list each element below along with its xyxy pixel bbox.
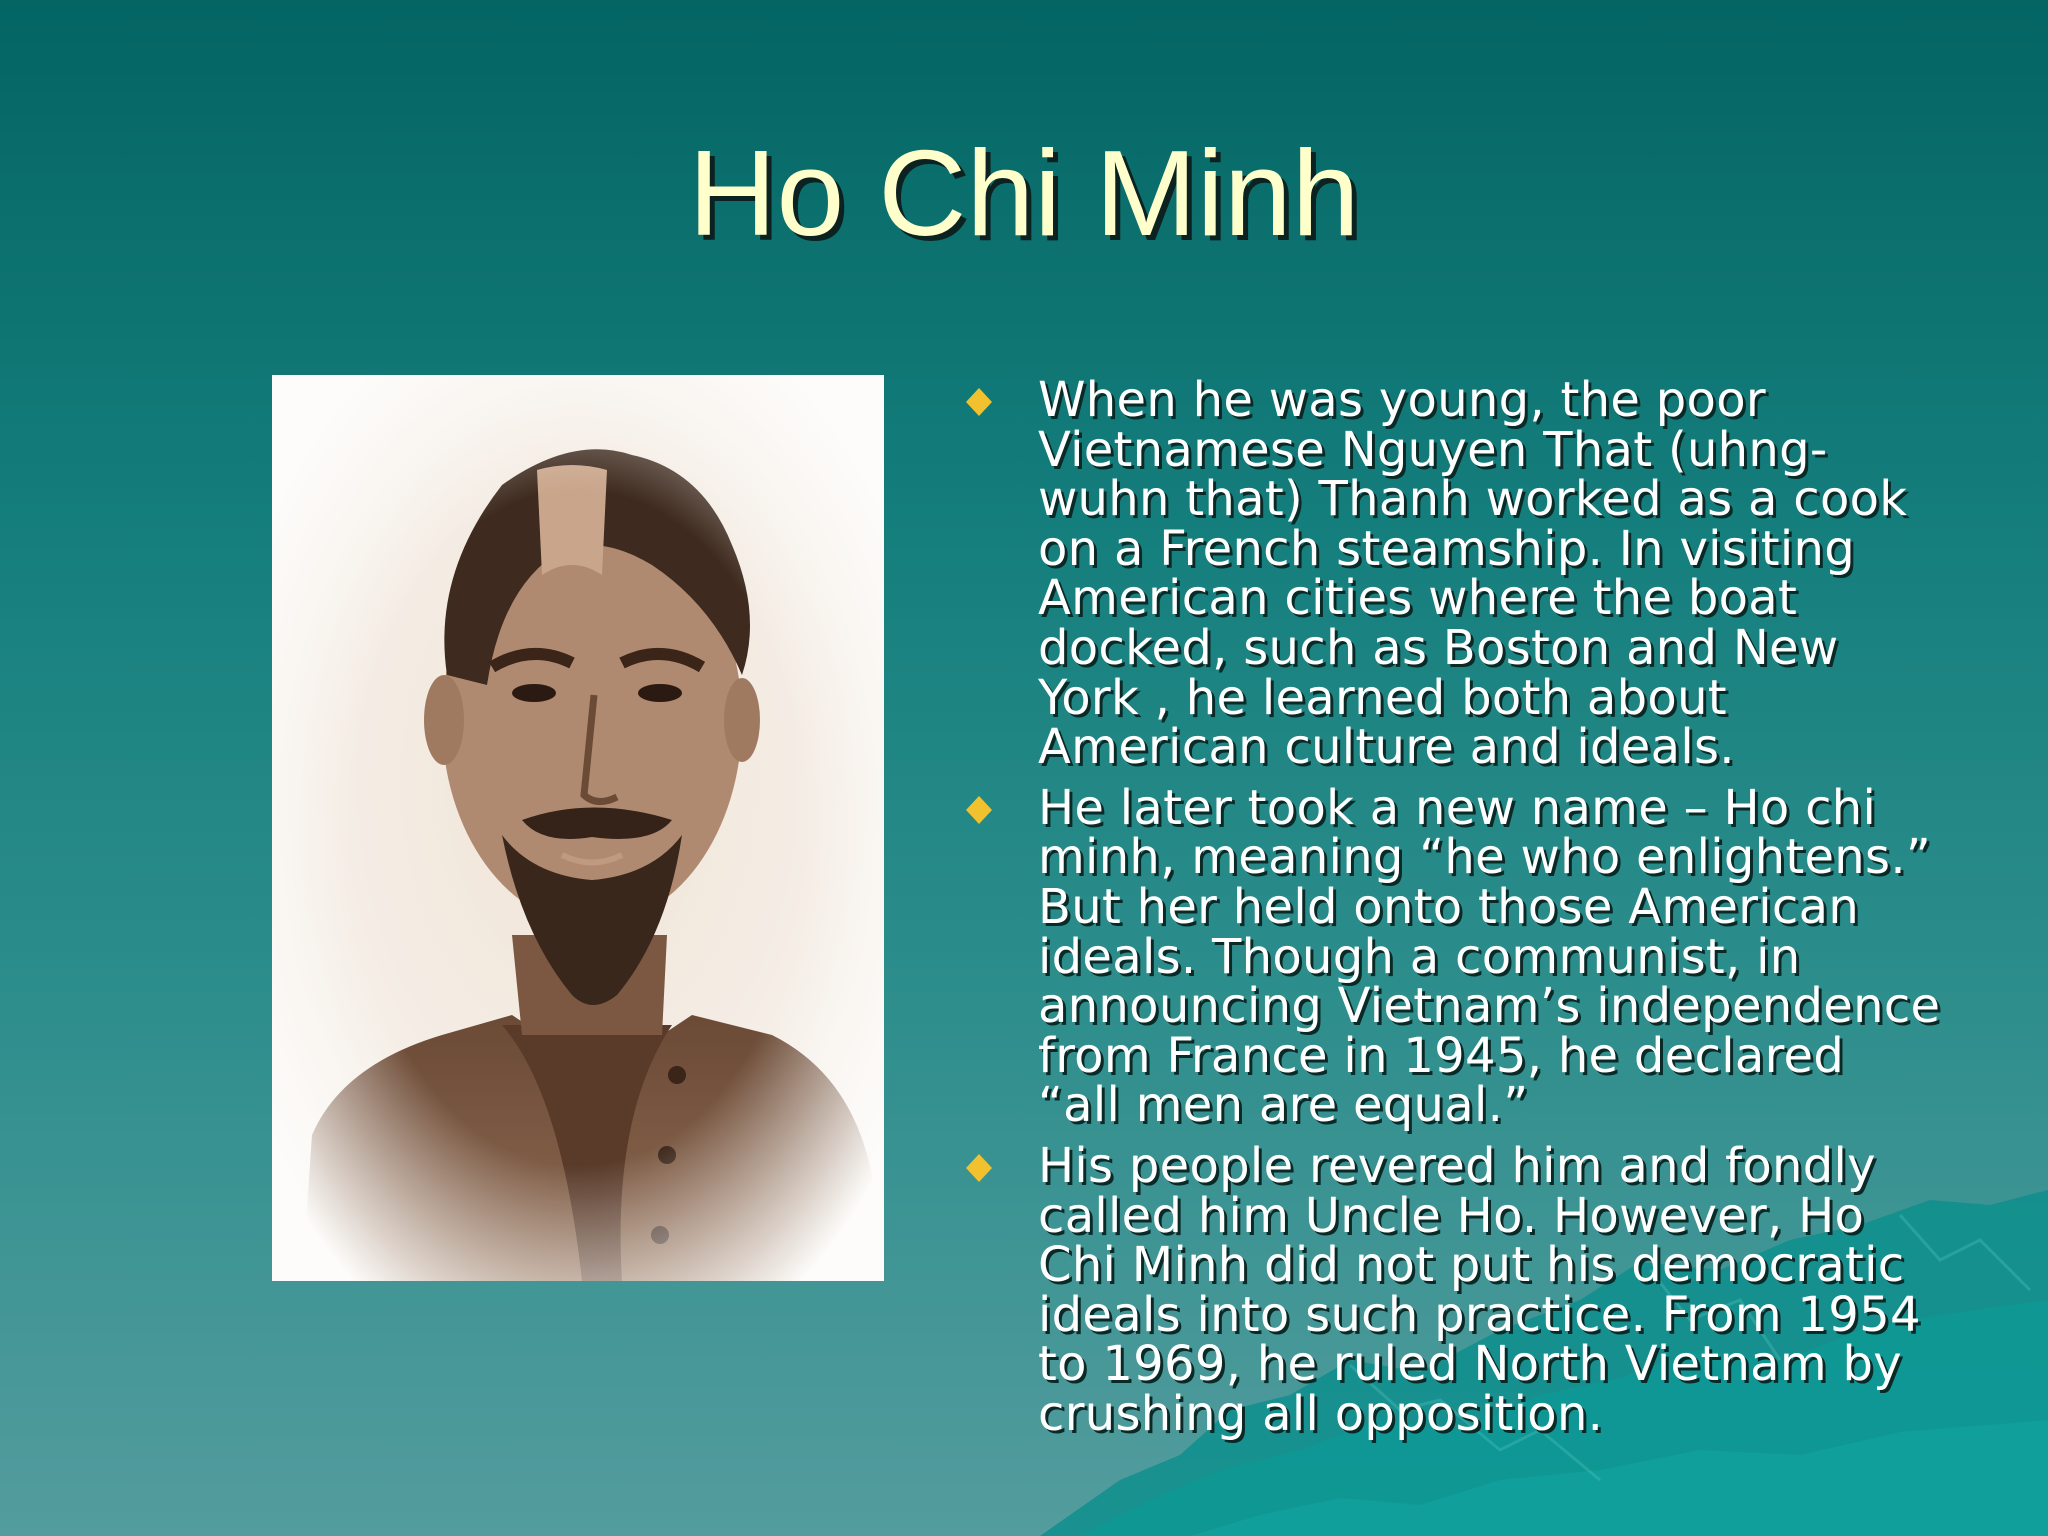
bullet-item <box>955 1137 2015 1442</box>
portrait-illustration <box>272 375 884 1281</box>
bullet-text: He later took a new name – Ho chi minh, meaning “he who enlightens.” But her held onto those American ideals. Though a communist, in announcing Vietnam’s independence from France in 1945, he declared “all men are equal.” <box>1038 779 1941 1134</box>
diamond-bullet-icon <box>962 1151 996 1185</box>
portrait-photo <box>272 375 884 1281</box>
bullet-item <box>955 779 2015 1134</box>
bullet-item <box>955 372 2015 776</box>
diamond-bullet-icon <box>962 793 996 827</box>
bullet-text: His people revered him and fondly called him Uncle Ho. However, Ho Chi Minh did not put his democratic ideals into such practice. From 1954 to 1969, he ruled North Vietnam by crushing all opposition. <box>1038 1137 1921 1442</box>
diamond-bullet-icon <box>962 385 996 419</box>
slide-title: Ho Chi Minh <box>688 125 1360 261</box>
bullet-text: When he was young, the poor Vietnamese Nguyen That (uhng- wuhn that) Thanh worked as a cook on a French steamship. In visiting American cities where the boat docked, such as Boston and New York , he learned both about American culture and ideals. <box>1038 372 1908 776</box>
bullet-list <box>955 372 2015 1450</box>
